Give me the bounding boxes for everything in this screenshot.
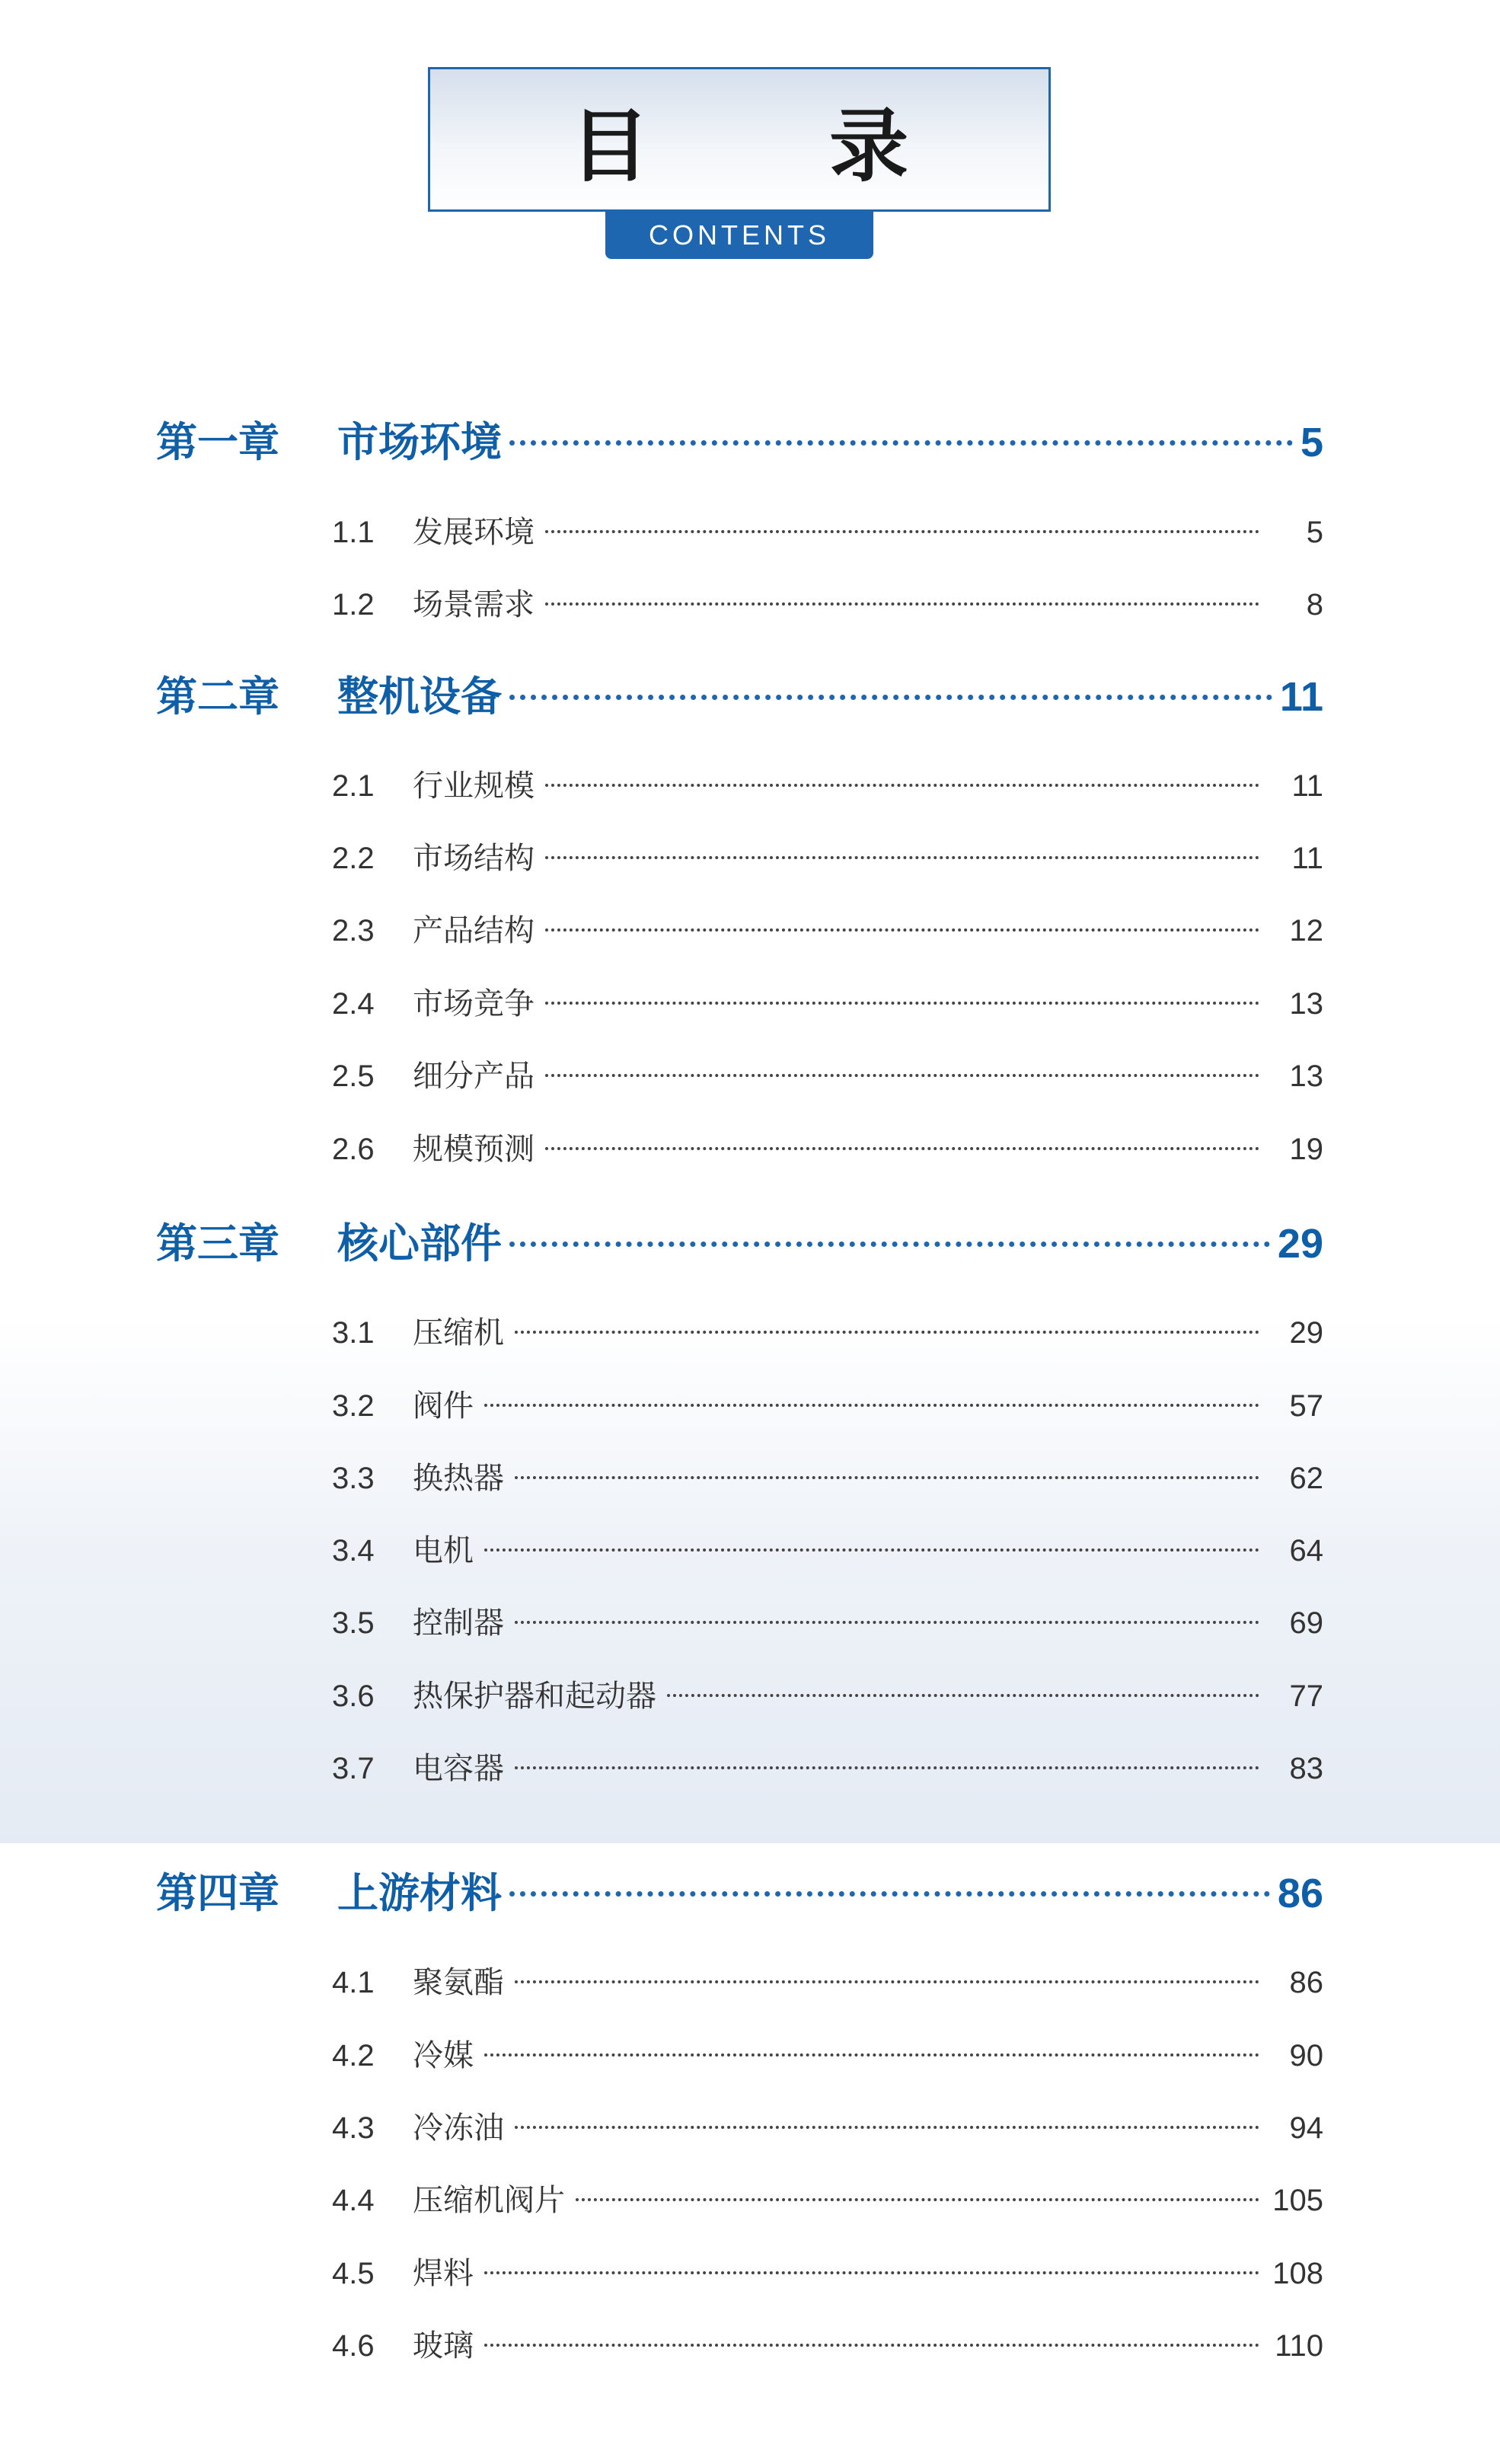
- toc-section-2-5[interactable]: [332, 1052, 1323, 1095]
- section-number: 2.1: [332, 769, 375, 803]
- section-title: 压缩机阀片: [413, 2183, 565, 2218]
- section-page: 110: [1275, 2329, 1323, 2363]
- section-title: 细分产品: [413, 1059, 535, 1094]
- chapter-page: 86: [1277, 1871, 1323, 1916]
- chapter-title: 核心部件: [337, 1219, 502, 1267]
- section-number: 3.6: [332, 1679, 375, 1713]
- section-number: 4.6: [332, 2329, 375, 2363]
- section-page: 83: [1289, 1752, 1323, 1785]
- section-page: 62: [1289, 1462, 1323, 1495]
- toc-section-3-5[interactable]: [332, 1599, 1323, 1642]
- section-title: 换热器: [413, 1461, 504, 1496]
- section-title: 玻璃: [413, 2328, 474, 2363]
- toc-section-2-3[interactable]: [332, 906, 1323, 950]
- leader-dots: [515, 1476, 1259, 1479]
- leader-dots: [484, 2344, 1259, 2347]
- toc-section-1-2[interactable]: [332, 580, 1323, 624]
- toc-section-4-1[interactable]: [332, 1958, 1323, 2002]
- section-number: 3.1: [332, 1316, 375, 1350]
- page-title: 目 录: [570, 100, 985, 193]
- toc-chapter-4[interactable]: [156, 1861, 1323, 1919]
- section-number: 2.2: [332, 842, 375, 875]
- section-page: 64: [1289, 1534, 1323, 1568]
- leader-dots: [667, 1694, 1259, 1697]
- leader-dots: [484, 2053, 1259, 2057]
- leader-dots: [545, 928, 1259, 932]
- leader-dots: [509, 440, 1293, 446]
- leader-dots: [509, 1891, 1270, 1897]
- toc-section-2-1[interactable]: [332, 762, 1323, 805]
- toc-chapter-3[interactable]: [156, 1211, 1323, 1270]
- leader-dots: [515, 1621, 1259, 1624]
- leader-dots: [545, 530, 1259, 533]
- section-number: 3.2: [332, 1389, 375, 1423]
- section-page: 11: [1291, 769, 1323, 803]
- section-page: 105: [1272, 2184, 1323, 2217]
- section-number: 2.3: [332, 914, 375, 948]
- section-number: 3.5: [332, 1606, 375, 1640]
- section-number: 1.2: [332, 588, 375, 622]
- section-number: 2.6: [332, 1133, 375, 1166]
- toc-section-3-3[interactable]: [332, 1454, 1323, 1497]
- section-title: 市场竞争: [413, 986, 535, 1021]
- section-title: 热保护器和起动器: [413, 1679, 656, 1714]
- section-title: 焊料: [413, 2256, 474, 2291]
- leader-dots: [545, 1147, 1259, 1150]
- section-page: 19: [1289, 1133, 1323, 1166]
- section-number: 4.4: [332, 2184, 375, 2217]
- toc-section-4-4[interactable]: [332, 2176, 1323, 2220]
- section-page: 5: [1306, 516, 1323, 549]
- section-title: 规模预测: [413, 1132, 535, 1167]
- section-page: 13: [1289, 1059, 1323, 1093]
- section-number: 3.4: [332, 1534, 375, 1568]
- section-number: 2.5: [332, 1059, 375, 1093]
- toc-section-2-4[interactable]: [332, 980, 1323, 1023]
- chapter-page: 11: [1279, 674, 1323, 720]
- leader-dots: [545, 602, 1259, 606]
- chapter-title: 整机设备: [337, 673, 502, 721]
- toc-section-4-3[interactable]: [332, 2104, 1323, 2147]
- section-page: 12: [1289, 914, 1323, 948]
- leader-dots: [515, 1766, 1259, 1769]
- toc-section-4-6[interactable]: [332, 2322, 1323, 2365]
- section-page: 94: [1289, 2111, 1323, 2145]
- toc-section-3-1[interactable]: [332, 1309, 1323, 1352]
- section-title: 控制器: [413, 1606, 504, 1641]
- leader-dots: [484, 1404, 1259, 1407]
- section-number: 3.3: [332, 1462, 375, 1495]
- section-title: 市场结构: [413, 841, 535, 876]
- section-title: 压缩机: [413, 1315, 504, 1350]
- chapter-number: 第四章: [156, 1869, 279, 1917]
- leader-dots: [515, 1331, 1259, 1334]
- toc-section-3-6[interactable]: [332, 1672, 1323, 1715]
- contents-label: CONTENTS: [605, 212, 873, 259]
- toc-chapter-2[interactable]: [156, 664, 1323, 723]
- section-number: 4.5: [332, 2257, 375, 2290]
- section-page: 69: [1289, 1606, 1323, 1640]
- chapter-title: 市场环境: [337, 418, 502, 466]
- section-number: 2.4: [332, 987, 375, 1021]
- leader-dots: [509, 695, 1272, 700]
- toc-section-3-7[interactable]: [332, 1744, 1323, 1788]
- leader-dots: [576, 2198, 1259, 2201]
- section-title: 冷媒: [413, 2038, 474, 2073]
- section-page: 57: [1289, 1389, 1323, 1423]
- toc-section-2-2[interactable]: [332, 834, 1323, 877]
- section-page: 86: [1289, 1966, 1323, 1999]
- section-page: 90: [1289, 2039, 1323, 2073]
- section-title: 发展环境: [413, 515, 535, 550]
- toc-section-4-2[interactable]: [332, 2031, 1323, 2075]
- section-title: 聚氨酯: [413, 1965, 504, 2000]
- leader-dots: [484, 2271, 1259, 2274]
- leader-dots: [545, 856, 1259, 859]
- section-title: 产品结构: [413, 913, 535, 948]
- leader-dots: [515, 2126, 1259, 2129]
- section-title: 行业规模: [413, 769, 535, 804]
- chapter-page: 29: [1277, 1221, 1323, 1267]
- section-number: 4.3: [332, 2111, 375, 2145]
- leader-dots: [509, 1242, 1270, 1247]
- section-title: 冷冻油: [413, 2111, 504, 2146]
- section-page: 13: [1289, 987, 1323, 1021]
- chapter-title: 上游材料: [337, 1869, 502, 1917]
- leader-dots: [515, 1980, 1259, 1983]
- section-title: 电容器: [413, 1751, 504, 1786]
- chapter-number: 第二章: [156, 673, 279, 721]
- section-page: 29: [1289, 1316, 1323, 1350]
- section-page: 77: [1289, 1679, 1323, 1713]
- section-number: 4.1: [332, 1966, 375, 1999]
- section-title: 电机: [413, 1533, 474, 1568]
- leader-dots: [545, 1074, 1259, 1077]
- toc-section-3-2[interactable]: [332, 1382, 1323, 1425]
- leader-dots: [545, 1002, 1259, 1005]
- section-page: 8: [1306, 588, 1323, 622]
- section-page: 11: [1291, 842, 1323, 875]
- section-title: 场景需求: [413, 587, 535, 622]
- chapter-number: 第一章: [156, 418, 279, 466]
- toc-section-2-6[interactable]: [332, 1125, 1323, 1168]
- section-number: 3.7: [332, 1752, 375, 1785]
- toc-section-4-5[interactable]: [332, 2249, 1323, 2293]
- toc-chapter-1[interactable]: [156, 410, 1323, 468]
- toc-section-1-1[interactable]: [332, 508, 1323, 551]
- section-title: 阀件: [413, 1389, 474, 1424]
- section-number: 4.2: [332, 2039, 375, 2073]
- toc-section-3-4[interactable]: [332, 1526, 1323, 1570]
- leader-dots: [545, 784, 1259, 787]
- chapter-number: 第三章: [156, 1219, 279, 1267]
- leader-dots: [484, 1548, 1259, 1552]
- toc-title-box: [428, 67, 1051, 212]
- section-number: 1.1: [332, 516, 375, 549]
- section-page: 108: [1272, 2257, 1323, 2290]
- chapter-page: 5: [1300, 420, 1323, 465]
